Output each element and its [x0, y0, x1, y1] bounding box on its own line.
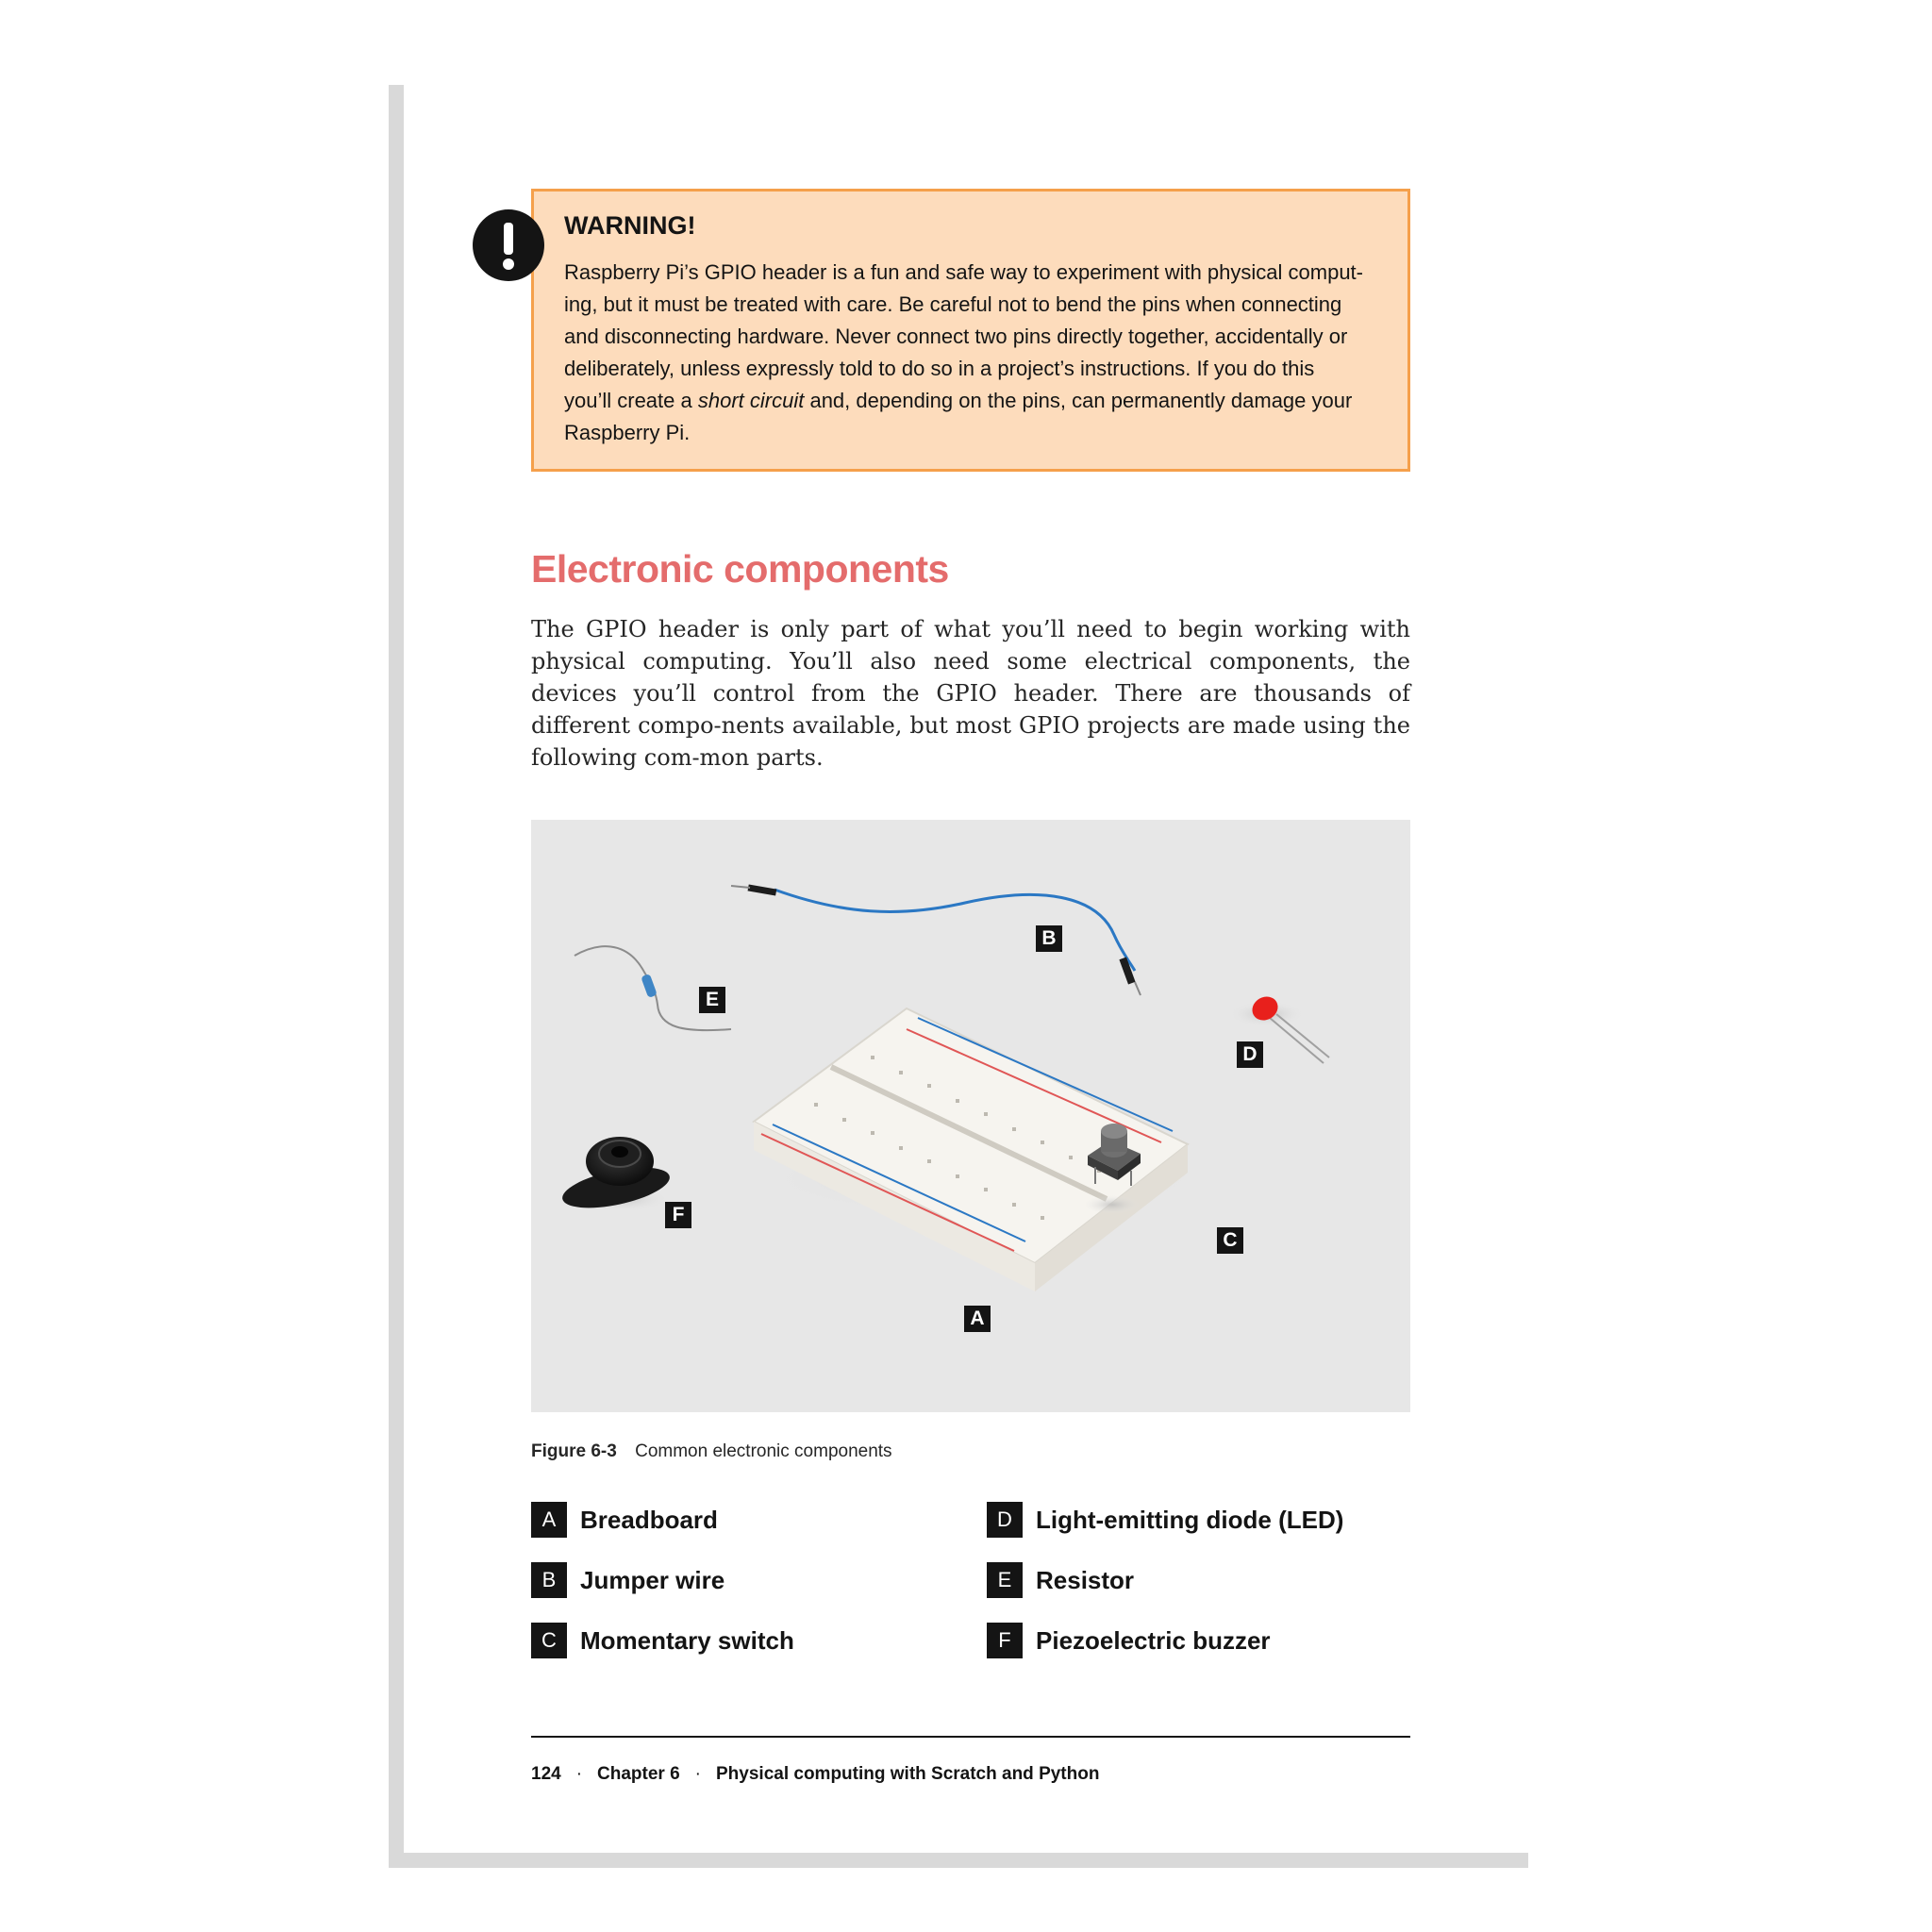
figure-number: Figure 6-3 [531, 1441, 617, 1461]
legend-text: Momentary switch [580, 1625, 794, 1655]
figure-label-a: A [964, 1306, 991, 1332]
jumper-wire-image [731, 884, 1141, 995]
warning-line: you’ll create a short circuit and, depending on the pins, can permanently damage your [564, 389, 1353, 412]
legend-item [987, 1623, 1271, 1658]
legend-text: Jumper wire [580, 1565, 725, 1594]
components-photo [531, 820, 1410, 1412]
chapter-title: Physical computing with Scratch and Python [716, 1764, 1100, 1784]
body-paragraph [531, 613, 1410, 774]
legend-item [987, 1502, 1343, 1538]
legend-text: Light-emitting diode (LED) [1036, 1505, 1344, 1534]
legend-item [531, 1623, 794, 1658]
figure-label-d: D [1237, 1041, 1263, 1068]
figure-label-c: C [1217, 1227, 1243, 1254]
legend-item [987, 1562, 1134, 1598]
warning-line: and disconnecting hardware. Never connect two pins directly together, accidentally or [564, 325, 1348, 348]
warning-line: ing, but it must be treated with care. Be careful not to bend the pins when connecting [564, 292, 1342, 316]
footer-separator: · [575, 1764, 583, 1784]
figure-caption [531, 1441, 892, 1462]
legend-text: Resistor [1036, 1565, 1135, 1594]
footer-rule [531, 1736, 1410, 1738]
warning-line: deliberately, unless expressly told to do so in a project’s instructions. If you do this [564, 357, 1315, 380]
exclamation-icon [473, 209, 544, 281]
breadboard-image [754, 1008, 1201, 1291]
chapter-label: Chapter 6 [597, 1764, 680, 1784]
warning-title: WARNING! [564, 211, 696, 240]
legend-text: Piezoelectric buzzer [1036, 1625, 1271, 1655]
legend-item [531, 1562, 724, 1598]
figure-label-b: B [1036, 925, 1062, 952]
page-bottom-shadow [389, 1853, 1528, 1868]
warning-line: Raspberry Pi’s GPIO header is a fun and safe way to experiment with physical comput- [564, 260, 1363, 284]
short-circuit-emphasis: short circuit [697, 389, 805, 412]
legend-letter: E [987, 1562, 1023, 1598]
piezo-buzzer-image [559, 1137, 674, 1216]
figure-label-f: F [665, 1202, 691, 1228]
warning-line: Raspberry Pi. [564, 421, 691, 444]
warning-body [564, 257, 1394, 449]
figure-caption-text: Common electronic components [635, 1441, 892, 1461]
legend-item [531, 1502, 718, 1538]
legend-letter: A [531, 1502, 567, 1538]
legend-letter: B [531, 1562, 567, 1598]
legend-text: Breadboard [580, 1505, 718, 1534]
legend-letter: C [531, 1623, 567, 1658]
page-edge-shadow [389, 85, 404, 1868]
page-number: 124 [531, 1764, 561, 1784]
footer-separator: · [694, 1764, 701, 1784]
legend-letter: D [987, 1502, 1023, 1538]
paragraph-text: The GPIO header is only part of what you’ll need to begin working with physical computing. You’ll also need some electrical components, the devices you’ll control from the GPIO header. There are thousands of different compo-nents available, but most GPIO projects are made using the following com-mon parts. [531, 616, 1410, 771]
figure-label-e: E [699, 987, 725, 1013]
page-footer [531, 1764, 1099, 1785]
legend-letter: F [987, 1623, 1023, 1658]
section-heading: Electronic components [531, 547, 949, 591]
